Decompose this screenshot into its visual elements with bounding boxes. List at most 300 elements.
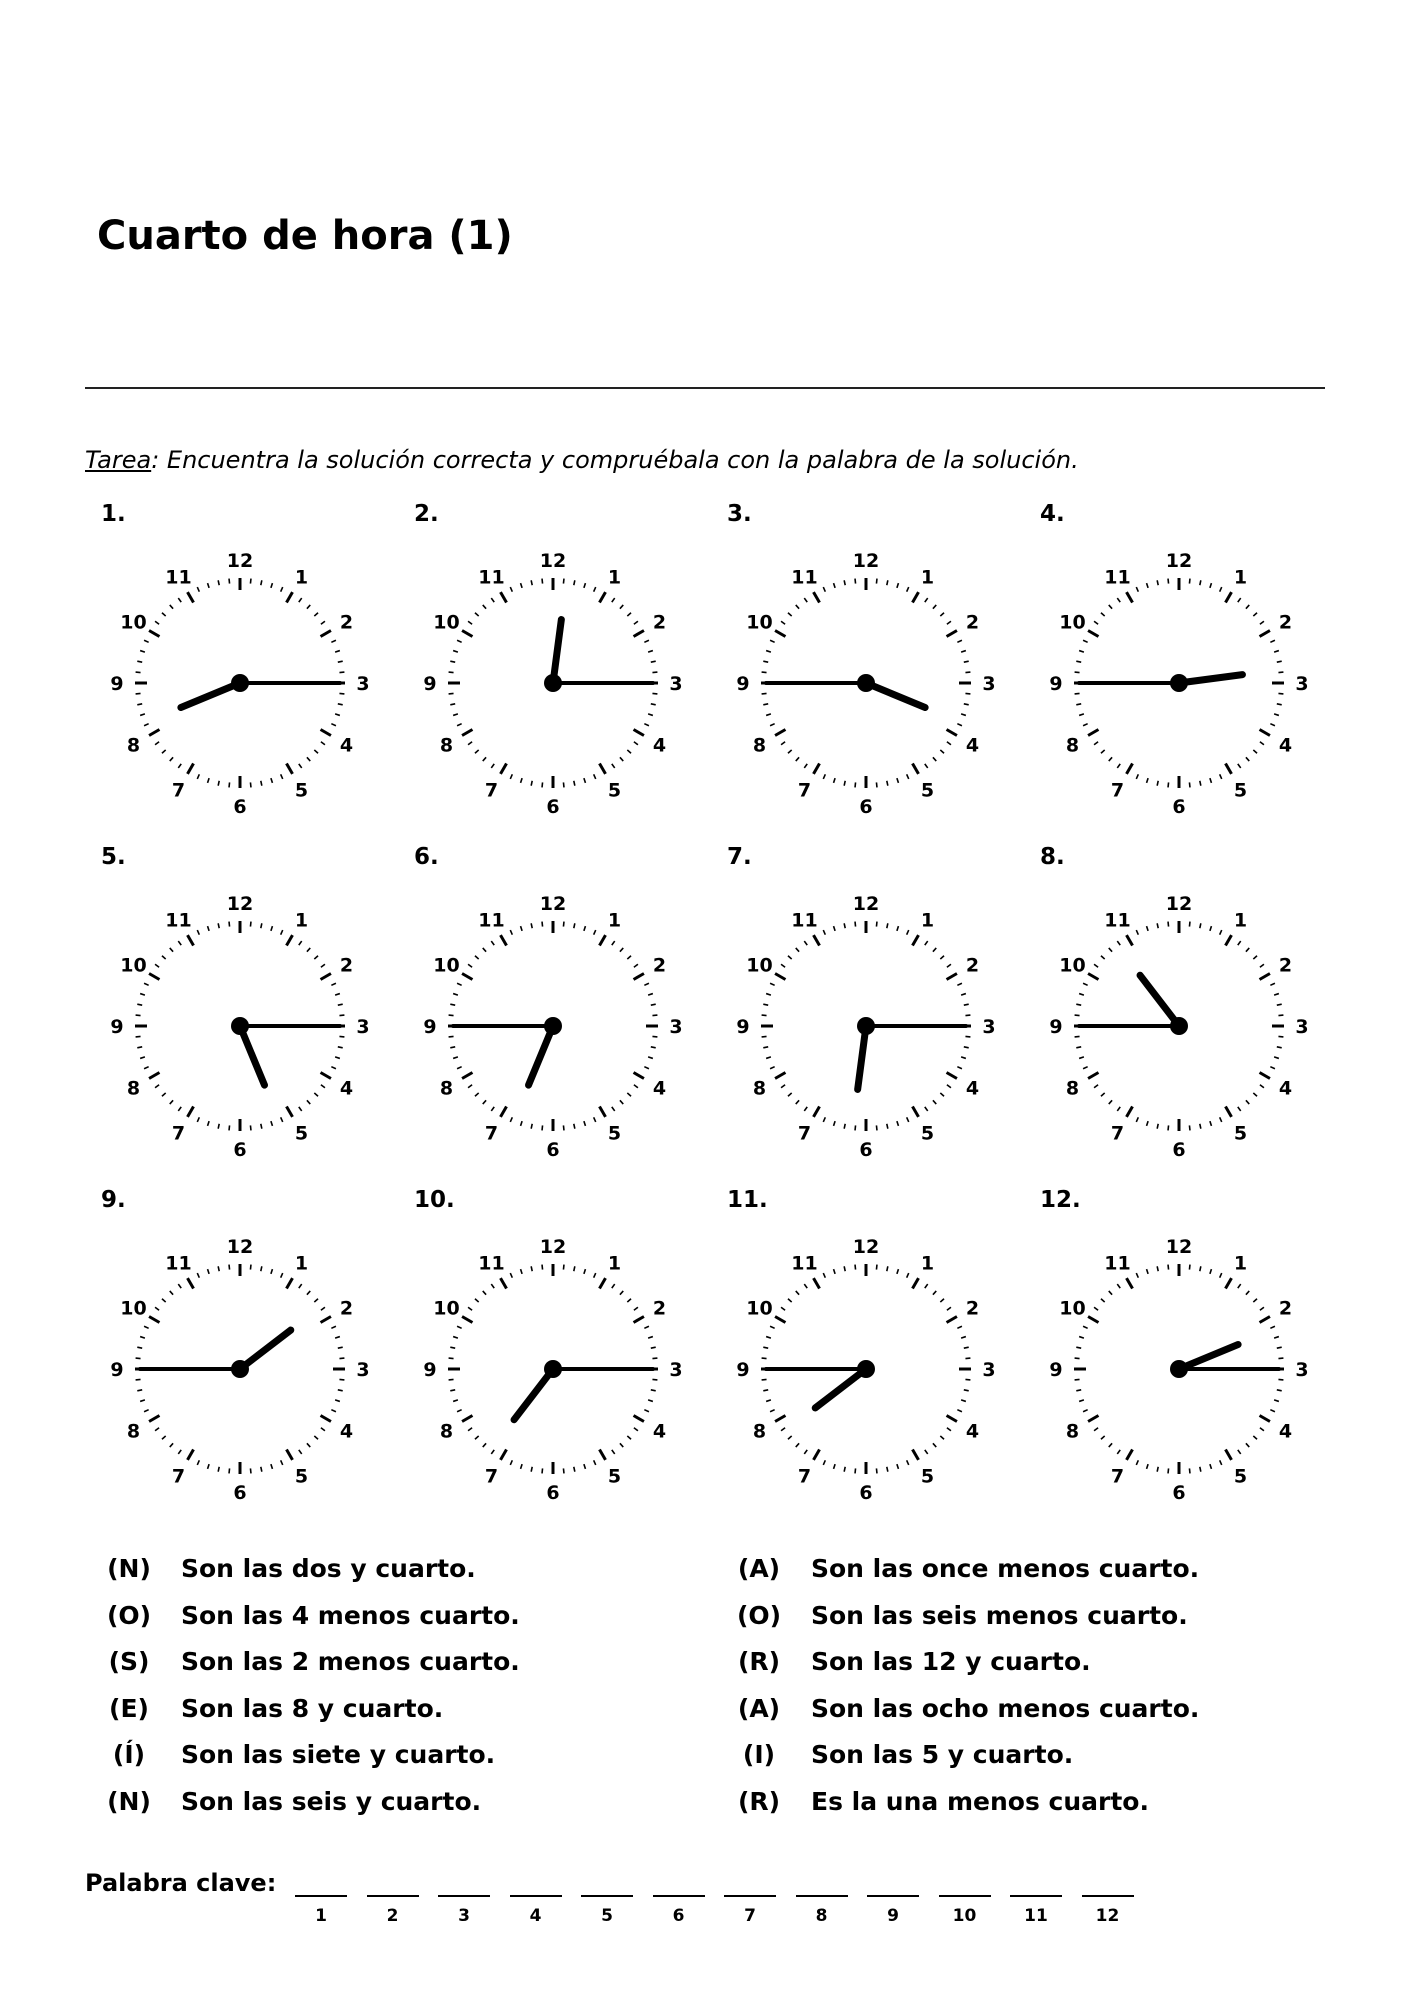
minute-tick [1260, 1085, 1264, 1088]
minute-tick [965, 1358, 970, 1359]
dial-numeral: 10 [120, 611, 147, 634]
hour-tick [462, 730, 472, 736]
dial-numeral: 1 [920, 566, 935, 589]
minute-tick [1147, 926, 1149, 931]
minute-tick [144, 640, 149, 642]
clock-number: 4. [1040, 501, 1065, 527]
minute-tick [634, 1307, 638, 1310]
minute-tick [1210, 778, 1212, 783]
hour-tick [814, 592, 820, 602]
dial-numeral: 10 [1059, 954, 1086, 977]
hour-tick [149, 1317, 159, 1323]
minute-tick [483, 948, 486, 952]
minute-tick [307, 1443, 310, 1447]
answer-blank[interactable] [724, 1895, 776, 1897]
minute-tick [1253, 1093, 1257, 1096]
minute-tick [925, 598, 928, 602]
task-text: : Encuentra la solución correcta y compruébala con la palabra de la solución. [151, 446, 1079, 474]
minute-tick [781, 1085, 785, 1088]
minute-tick [651, 1347, 656, 1348]
hour-tick [321, 1073, 331, 1079]
answer-blank[interactable] [581, 1895, 633, 1897]
answer-blank[interactable] [438, 1895, 490, 1897]
minute-tick [314, 1093, 318, 1096]
dial-numeral: 4 [652, 1077, 667, 1100]
minute-tick [648, 651, 653, 653]
minute-tick [321, 1307, 325, 1310]
minute-tick [763, 704, 768, 705]
minute-tick [823, 1460, 825, 1465]
minute-tick [475, 613, 479, 616]
minute-tick [834, 778, 836, 783]
hour-hand [529, 1026, 553, 1085]
minute-tick [1094, 742, 1098, 745]
dial-numeral: 1 [920, 909, 935, 932]
minute-tick [1117, 1284, 1120, 1288]
hour-tick [188, 1450, 194, 1460]
minute-tick [925, 941, 928, 945]
minute-tick [762, 1015, 767, 1016]
hour-tick [1226, 764, 1232, 774]
dial-numeral: 11 [1104, 1252, 1131, 1275]
minute-tick [483, 1291, 486, 1295]
minute-tick [271, 583, 273, 588]
dial-numeral: 11 [791, 1252, 818, 1275]
minute-tick [450, 1047, 455, 1048]
hour-hand [514, 1369, 553, 1420]
hour-tick [287, 935, 293, 945]
hour-tick [634, 1416, 644, 1422]
minute-tick [766, 994, 771, 996]
minute-tick [144, 1326, 149, 1328]
minute-tick [788, 956, 792, 959]
minute-tick [140, 1337, 145, 1339]
dial-numeral: 2 [1278, 1297, 1293, 1320]
hour-tick [501, 764, 507, 774]
dial-numeral: 10 [120, 954, 147, 977]
minute-tick [521, 926, 523, 931]
minute-tick [321, 742, 325, 745]
minute-tick [933, 948, 936, 952]
minute-tick [612, 941, 615, 945]
minute-tick [197, 1273, 199, 1278]
clock-face [95, 538, 385, 828]
minute-tick [140, 1400, 145, 1402]
minute-tick [1220, 1460, 1222, 1465]
dial-numeral: 5 [1233, 1122, 1248, 1145]
answer-blank[interactable] [653, 1895, 705, 1897]
dial-numeral: 4 [965, 734, 980, 757]
blank-number: 6 [672, 1906, 685, 1926]
dial-numeral: 7 [484, 1465, 499, 1488]
blank-number: 2 [386, 1906, 399, 1926]
hour-tick [1088, 1317, 1098, 1323]
hour-tick [321, 631, 331, 637]
minute-tick [796, 1100, 799, 1104]
minute-tick [197, 930, 199, 935]
minute-tick [1278, 1358, 1283, 1359]
option-letter: (I) [742, 1740, 776, 1769]
option-text: Son las 8 y cuarto. [181, 1693, 444, 1723]
minute-tick [1083, 1067, 1088, 1069]
hour-tick [913, 1450, 919, 1460]
minute-tick [762, 693, 767, 694]
minute-tick [453, 994, 458, 996]
dial-numeral: 9 [110, 673, 124, 695]
option-letter: (R) [737, 1786, 781, 1816]
blank-number: 12 [1095, 1906, 1120, 1926]
minute-tick [876, 1468, 877, 1473]
hour-tick [947, 1317, 957, 1323]
minute-tick [335, 1057, 340, 1059]
dial-numeral: 10 [746, 1297, 773, 1320]
dial-numeral: 3 [982, 1359, 996, 1381]
minute-tick [781, 1428, 785, 1431]
minute-tick [796, 1291, 799, 1295]
dial-numeral: 3 [1295, 673, 1309, 695]
minute-tick [965, 693, 970, 694]
minute-tick [961, 1400, 966, 1402]
minute-tick [612, 598, 615, 602]
minute-tick [887, 1124, 888, 1129]
clock-face [408, 1224, 698, 1514]
minute-tick [1136, 774, 1138, 779]
minute-tick [1270, 983, 1275, 985]
dial-numeral: 6 [859, 1482, 873, 1504]
minute-tick [834, 583, 836, 588]
minute-tick [510, 587, 512, 592]
minute-tick [574, 923, 575, 928]
minute-tick [1278, 1015, 1283, 1016]
minute-tick [940, 613, 944, 616]
minute-tick [281, 774, 283, 779]
minute-tick [229, 1265, 230, 1270]
minute-tick [136, 1015, 141, 1016]
minute-tick [331, 983, 336, 985]
minute-tick [338, 1004, 343, 1005]
minute-tick [510, 1273, 512, 1278]
dial-numeral: 2 [1278, 954, 1293, 977]
minute-tick [957, 724, 962, 726]
hour-tick [634, 974, 644, 980]
minute-tick [170, 757, 173, 761]
minute-tick [1277, 661, 1282, 662]
dial-numeral: 8 [439, 1077, 454, 1100]
minute-tick [1168, 1265, 1169, 1270]
dial-numeral: 4 [1278, 1077, 1293, 1100]
minute-tick [475, 1299, 479, 1302]
hour-tick [600, 592, 606, 602]
dial-numeral: 1 [1233, 566, 1248, 589]
minute-tick [957, 640, 962, 642]
hour-tick [1226, 1278, 1232, 1288]
minute-tick [155, 1428, 159, 1431]
minute-tick [1157, 923, 1158, 928]
minute-tick [644, 640, 649, 642]
minute-tick [964, 704, 969, 705]
minute-tick [788, 1436, 792, 1439]
minute-tick [331, 724, 336, 726]
answer-blank[interactable] [295, 1895, 347, 1897]
minute-tick [1278, 1379, 1283, 1380]
hour-tick [947, 974, 957, 980]
minute-tick [335, 1400, 340, 1402]
dial-numeral: 12 [226, 1236, 254, 1258]
minute-tick [965, 672, 970, 673]
dial-numeral: 7 [797, 1122, 812, 1145]
minute-tick [823, 774, 825, 779]
dial-numeral: 10 [433, 1297, 460, 1320]
answer-blank[interactable] [367, 1895, 419, 1897]
hour-tick [1260, 730, 1270, 736]
minute-tick [907, 1460, 909, 1465]
minute-tick [1253, 956, 1257, 959]
dial-numeral: 7 [484, 779, 499, 802]
hour-tick [1226, 935, 1232, 945]
minute-tick [651, 1390, 656, 1391]
minute-tick [563, 1125, 564, 1130]
hour-tick [1226, 592, 1232, 602]
hour-tick [321, 1416, 331, 1422]
minute-tick [1147, 1121, 1149, 1126]
hour-tick [1127, 1107, 1133, 1117]
minute-tick [652, 1358, 657, 1359]
hour-hand [1179, 675, 1242, 683]
hour-tick [287, 592, 293, 602]
minute-tick [770, 1067, 775, 1069]
minute-tick [876, 922, 877, 927]
minute-tick [140, 651, 145, 653]
answer-blank[interactable] [1010, 1895, 1062, 1897]
minute-tick [796, 605, 799, 609]
minute-tick [876, 1265, 877, 1270]
minute-tick [796, 757, 799, 761]
minute-tick [651, 704, 656, 705]
minute-tick [197, 774, 199, 779]
answer-blank[interactable] [939, 1895, 991, 1897]
minute-tick [844, 580, 845, 585]
minute-tick [796, 1443, 799, 1447]
minute-tick [1270, 724, 1275, 726]
answer-blank[interactable] [1082, 1895, 1134, 1897]
dial-numeral: 7 [797, 779, 812, 802]
dial-numeral: 4 [652, 1420, 667, 1443]
answer-blank[interactable] [510, 1895, 562, 1897]
dial-numeral: 9 [736, 1016, 750, 1038]
dial-numeral: 7 [171, 1122, 186, 1145]
minute-tick [1094, 1085, 1098, 1088]
dial-numeral: 7 [1110, 1122, 1125, 1145]
minute-tick [1246, 1443, 1249, 1447]
minute-tick [1189, 1468, 1190, 1473]
minute-tick [1270, 1326, 1275, 1328]
minute-tick [620, 1291, 623, 1295]
minute-tick [961, 994, 966, 996]
minute-tick [542, 782, 543, 787]
minute-tick [144, 983, 149, 985]
minute-tick [634, 1085, 638, 1088]
minute-tick [1200, 1467, 1201, 1472]
answer-blank[interactable] [867, 1895, 919, 1897]
minute-tick [335, 1337, 340, 1339]
minute-tick [612, 1450, 615, 1454]
minute-tick [1210, 926, 1212, 931]
hour-tick [947, 1073, 957, 1079]
minute-tick [594, 1460, 596, 1465]
minute-tick [965, 1015, 970, 1016]
answer-blank[interactable] [796, 1895, 848, 1897]
minute-tick [218, 781, 219, 786]
dial-numeral: 1 [294, 566, 309, 589]
answer-option [729, 1694, 1199, 1723]
minute-tick [933, 605, 936, 609]
hour-tick [1127, 764, 1133, 774]
minute-tick [584, 778, 586, 783]
minute-tick [634, 964, 638, 967]
minute-tick [804, 941, 807, 945]
minute-tick [335, 651, 340, 653]
hour-tick [1088, 730, 1098, 736]
minute-tick [162, 750, 166, 753]
minute-tick [449, 693, 454, 694]
minute-tick [140, 1057, 145, 1059]
minute-tick [804, 1284, 807, 1288]
hour-tick [1127, 935, 1133, 945]
dial-numeral: 11 [478, 566, 505, 589]
minute-tick [957, 983, 962, 985]
hour-tick [287, 1107, 293, 1117]
minute-tick [1274, 714, 1279, 716]
minute-tick [1136, 1273, 1138, 1278]
minute-tick [781, 964, 785, 967]
option-text: Son las seis menos cuarto. [811, 1600, 1188, 1630]
minute-tick [542, 1265, 543, 1270]
minute-tick [1076, 1347, 1081, 1348]
minute-tick [1220, 930, 1222, 935]
minute-tick [338, 661, 343, 662]
minute-tick [762, 1379, 767, 1380]
dial-numeral: 6 [859, 1139, 873, 1161]
minute-tick [208, 1269, 210, 1274]
clock-face [95, 1224, 385, 1514]
minute-tick [218, 1467, 219, 1472]
minute-tick [925, 1284, 928, 1288]
hour-tick [462, 974, 472, 980]
hour-tick [775, 1416, 785, 1422]
minute-tick [178, 1450, 181, 1454]
hour-tick [913, 935, 919, 945]
dial-numeral: 7 [171, 1465, 186, 1488]
option-text: Son las dos y cuarto. [181, 1554, 476, 1583]
minute-tick [491, 941, 494, 945]
dial-numeral: 3 [669, 673, 683, 695]
option-text: Son las seis y cuarto. [181, 1786, 482, 1816]
minute-tick [250, 922, 251, 927]
dial-numeral: 5 [920, 1465, 935, 1488]
dial-numeral: 8 [439, 734, 454, 757]
minute-tick [1157, 1467, 1158, 1472]
minute-tick [1189, 1265, 1190, 1270]
minute-tick [1277, 1004, 1282, 1005]
center-pin [1170, 674, 1188, 692]
minute-tick [468, 1428, 472, 1431]
minute-tick [261, 1124, 262, 1129]
minute-tick [766, 714, 771, 716]
minute-tick [648, 1337, 653, 1339]
minute-tick [321, 621, 325, 624]
minute-tick [1168, 579, 1169, 584]
blank-number: 1 [315, 1906, 327, 1926]
minute-tick [299, 1107, 302, 1111]
minute-tick [229, 1125, 230, 1130]
minute-tick [1210, 1269, 1212, 1274]
hour-tick [775, 1073, 785, 1079]
minute-tick [1277, 1047, 1282, 1048]
minute-tick [804, 598, 807, 602]
dial-numeral: 3 [1295, 1359, 1309, 1381]
minute-tick [1210, 1121, 1212, 1126]
dial-numeral: 11 [1104, 566, 1131, 589]
minute-tick [1253, 613, 1257, 616]
dial-numeral: 8 [752, 1420, 767, 1443]
hour-tick [149, 974, 159, 980]
hour-tick [1088, 631, 1098, 637]
minute-tick [250, 1265, 251, 1270]
minute-tick [933, 1100, 936, 1104]
minute-tick [1189, 579, 1190, 584]
dial-numeral: 1 [294, 1252, 309, 1275]
minute-tick [1079, 1337, 1084, 1339]
minute-tick [620, 948, 623, 952]
minute-tick [339, 1036, 344, 1037]
minute-tick [1253, 750, 1257, 753]
minute-tick [1101, 1093, 1105, 1096]
minute-tick [162, 1093, 166, 1096]
dial-numeral: 6 [233, 1482, 247, 1504]
minute-tick [1094, 1307, 1098, 1310]
hour-tick [600, 1278, 606, 1288]
clock-face [1034, 881, 1324, 1171]
minute-tick [1083, 1326, 1088, 1328]
hour-tick [634, 730, 644, 736]
dial-numeral: 8 [1065, 1077, 1080, 1100]
minute-tick [1075, 1358, 1080, 1359]
dial-numeral: 12 [1165, 550, 1193, 572]
hour-tick [1088, 974, 1098, 980]
minute-tick [331, 1067, 336, 1069]
minute-tick [449, 1036, 454, 1037]
minute-tick [339, 1379, 344, 1380]
hour-tick [321, 730, 331, 736]
option-text: Es la una menos cuarto. [811, 1786, 1149, 1816]
minute-tick [1157, 1266, 1158, 1271]
minute-tick [876, 579, 877, 584]
minute-tick [178, 764, 181, 768]
minute-tick [457, 724, 462, 726]
dial-numeral: 6 [1172, 1139, 1186, 1161]
minute-tick [965, 1379, 970, 1380]
minute-tick [457, 1326, 462, 1328]
minute-tick [1079, 651, 1084, 653]
blank-number: 8 [815, 1906, 828, 1926]
minute-tick [321, 964, 325, 967]
dial-numeral: 11 [1104, 909, 1131, 932]
minute-tick [763, 661, 768, 662]
minute-tick [475, 956, 479, 959]
minute-tick [644, 1410, 649, 1412]
dial-numeral: 3 [982, 673, 996, 695]
dial-numeral: 11 [478, 909, 505, 932]
